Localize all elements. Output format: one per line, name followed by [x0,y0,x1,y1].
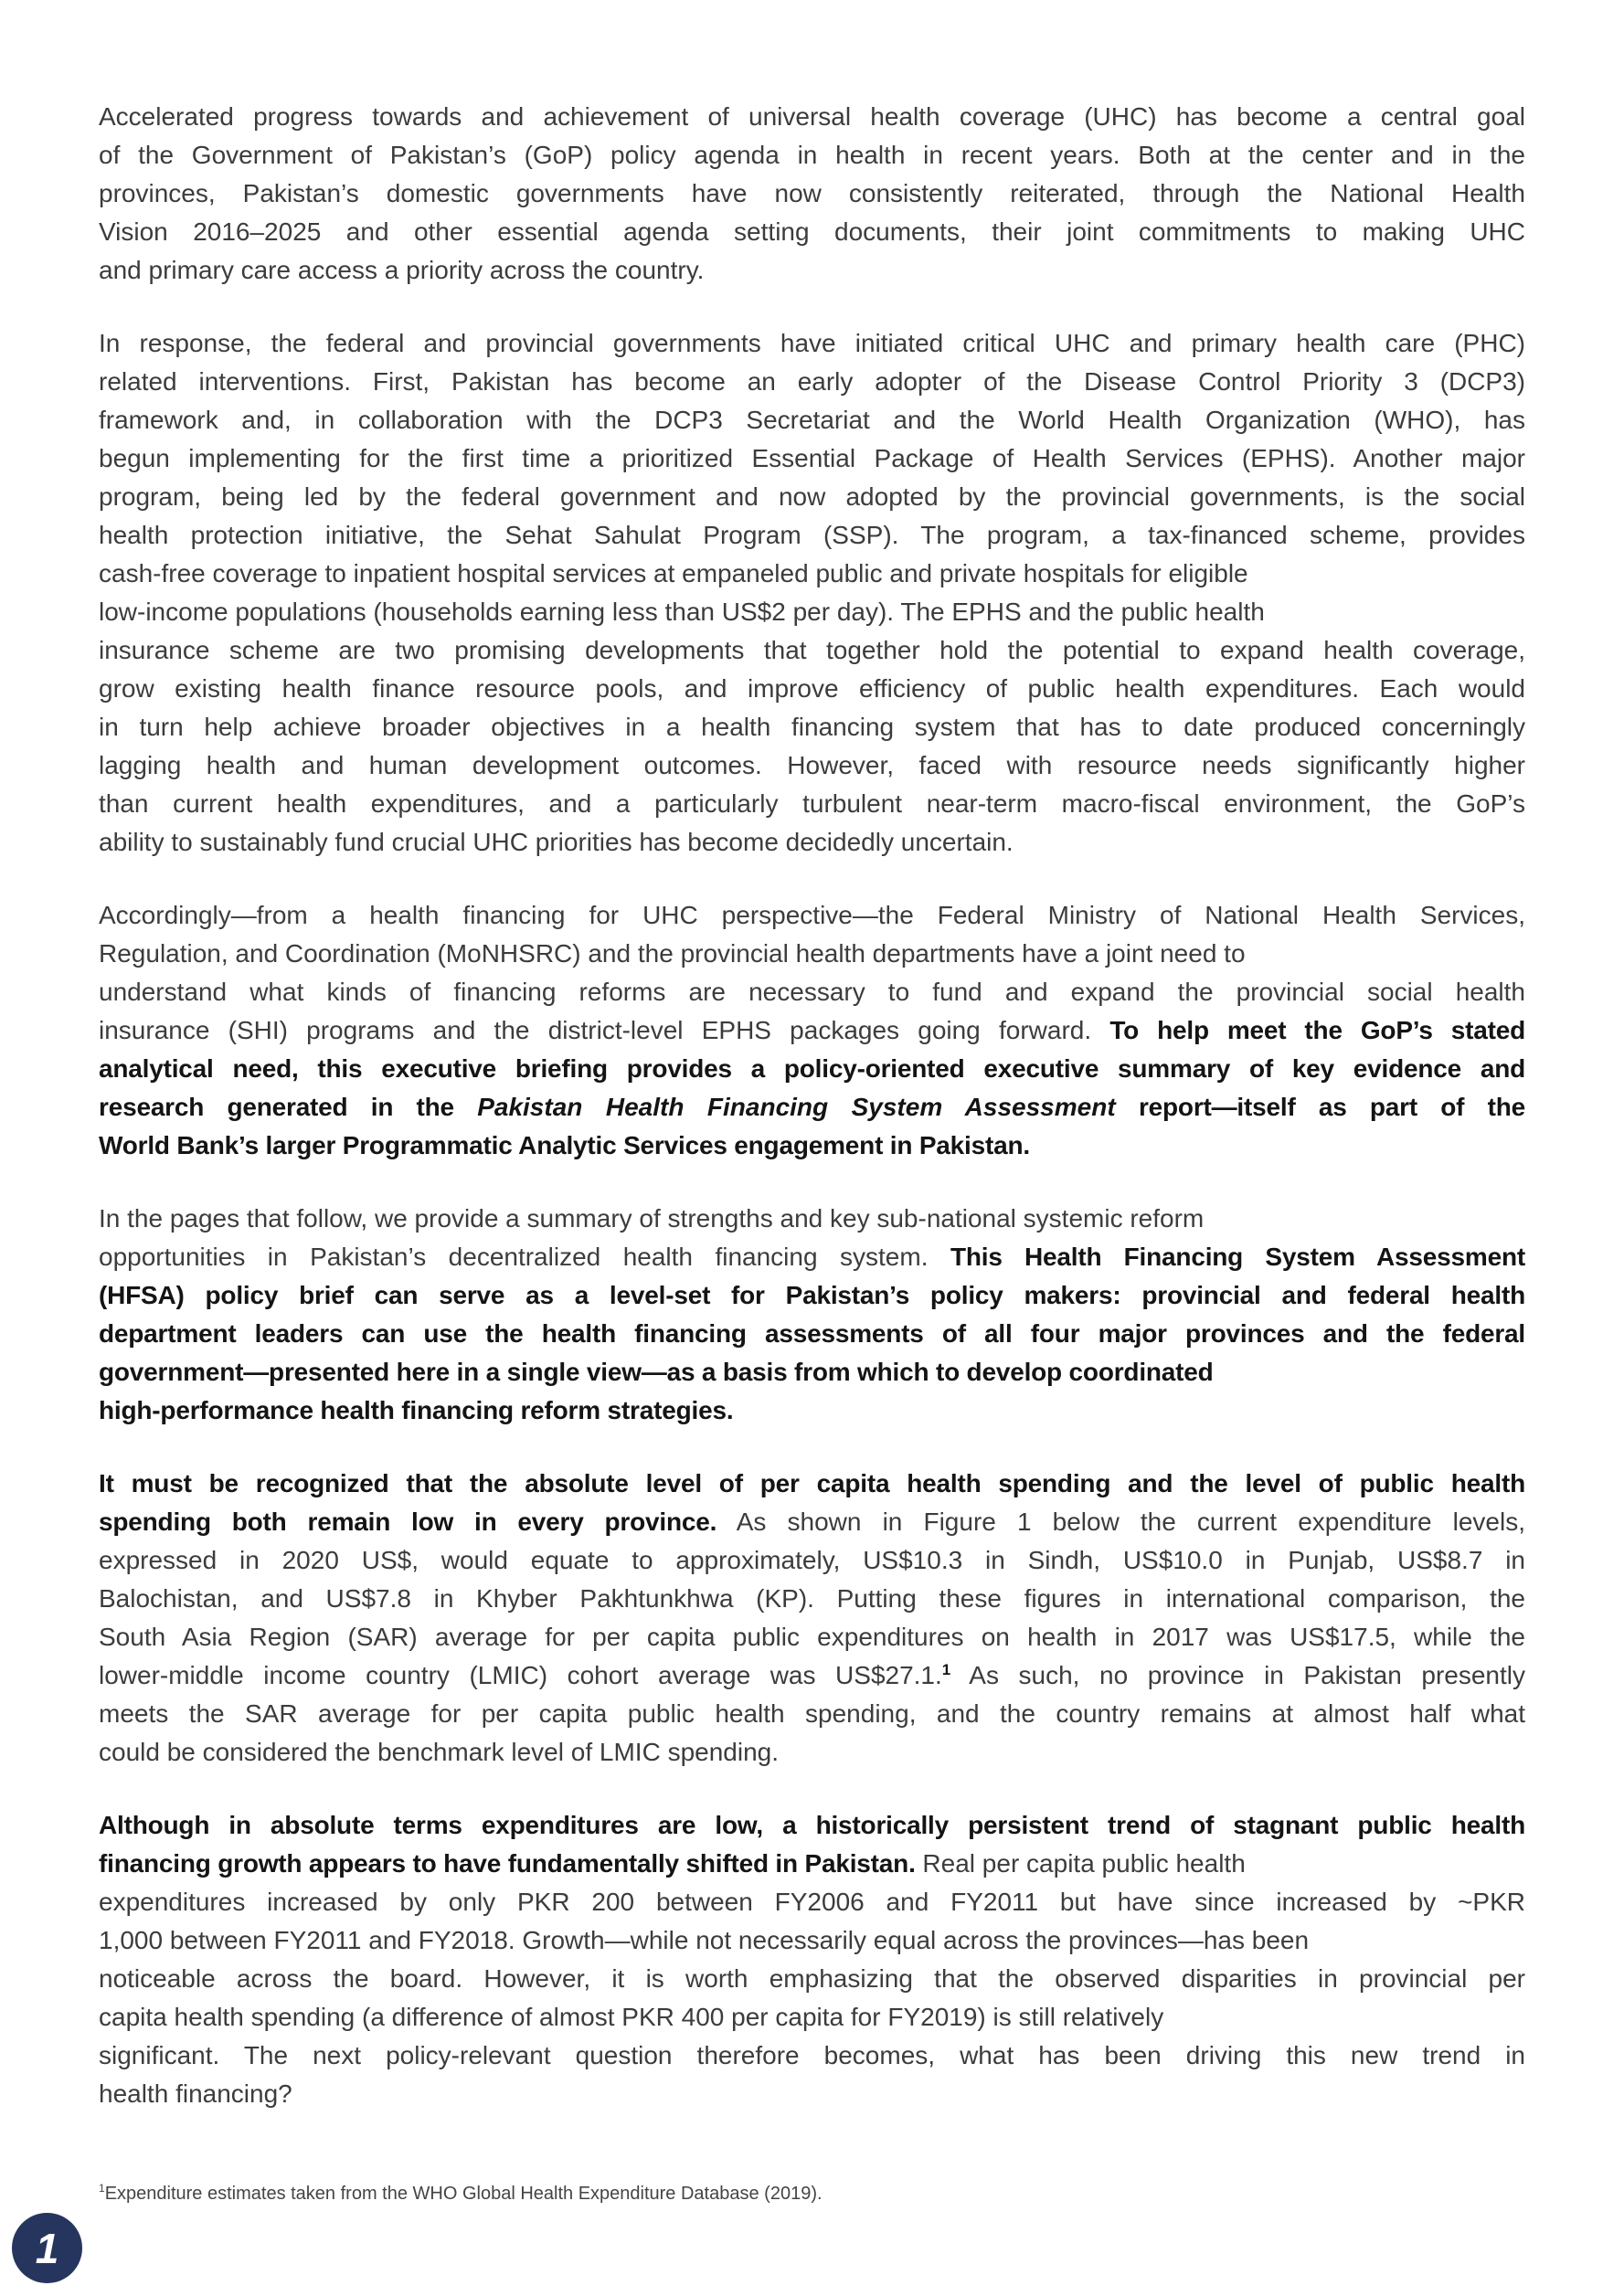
text-line [99,1050,1525,1088]
text-run: insurance (SHI) programs and the district-level EPHS packages going forward. [99,1016,1110,1044]
text-line [99,1127,1525,1165]
emphasis-text-run: To help meet the GoP’s stated [1109,1016,1525,1044]
emphasis-text-run: government—presented here in a single view—as a basis from which to develop coordinated [99,1358,1214,1386]
text-run: program, being led by the federal government and now adopted by the provincial governments, is the social [99,482,1525,511]
text-run: noticeable across the board. However, it is worth emphasizing that the observed disparities in provincial per [99,1964,1525,1993]
text-line [99,363,1525,401]
text-run: grow existing health finance resource pools, and improve efficiency of public health expenditures. Each would [99,674,1525,703]
text-line [99,401,1525,439]
text-run: health financing? [99,2079,292,2108]
paragraph [99,1200,1525,1430]
text-line [99,785,1525,823]
text-run: As shown in Figure 1 below the current expenditure levels, [716,1508,1525,1536]
text-line [99,324,1525,363]
text-line [99,251,1525,290]
text-run: health protection initiative, the Sehat Sahulat Program (SSP). The program, a tax-financed scheme, provides [99,521,1525,549]
emphasis-text-run: spending both remain low in every province. [99,1508,717,1536]
text-run: Accordingly—from a health financing for UHC perspective—the Federal Ministry of National Health Services, [99,901,1525,929]
text-run: 1,000 between FY2011 and FY2018. Growth—while not necessarily equal across the provinces—has been [99,1926,1310,1954]
text-run: Balochistan, and US$7.8 in Khyber Pakhtunkhwa (KP). Putting these figures in international comparison, the [99,1584,1525,1613]
text-run: Vision 2016–2025 and other essential agenda setting documents, their joint commitments to making UHC [99,217,1525,246]
text-line [99,1503,1525,1541]
text-run: Real per capita public health [915,1849,1246,1878]
text-line [99,1088,1525,1127]
text-run: Regulation, and Coordination (MoNHSRC) and the provincial health departments have a joint need to [99,939,1246,968]
text-line [99,1200,1525,1238]
text-line [99,670,1525,708]
text-line [99,175,1525,213]
emphasis-text-run: research generated in the [99,1093,478,1121]
text-run: could be considered the benchmark level of LMIC spending. [99,1738,779,1766]
text-run: of the Government of Pakistan’s (GoP) policy agenda in health in recent years. Both at the center and in the [99,141,1525,169]
emphasis-text-run: analytical need, this executive briefing provides a policy-oriented executive summary of key evidence and [99,1054,1525,1083]
body-text [99,98,1525,2148]
text-line [99,631,1525,670]
emphasis-text-run: report—itself as part of the [1115,1093,1525,1121]
text-run: opportunities in Pakistan’s decentralized health financing system. [99,1243,950,1271]
footnote-text: Expenditure estimates taken from the WHO Global Health Expenditure Database (2019). [104,2184,823,2204]
text-line [99,1465,1525,1503]
text-run: cash-free coverage to inpatient hospital services at empaneled public and private hospitals for eligible [99,559,1248,587]
emphasis-text-run: It must be recognized that the absolute level of per capita health spending and the level of public health [99,1469,1525,1497]
text-run: significant. The next policy-relevant question therefore becomes, what has been driving this new trend in [99,2041,1525,2069]
emphasis-text-run: Although in absolute terms expenditures are low, a historically persistent trend of stagnant public health [99,1811,1525,1839]
text-run: meets the SAR average for per capita public health spending, and the country remains at almost half what [99,1699,1525,1728]
text-run: in turn help achieve broader objectives in a health financing system that has to date produced concerningly [99,713,1525,741]
text-line [99,1618,1525,1656]
text-run: begun implementing for the first time a prioritized Essential Package of Health Services (EPHS). Another major [99,444,1525,472]
text-line [99,1656,1525,1695]
text-run: low-income populations (households earning less than US$2 per day). The EPHS and the public health [99,598,1265,626]
text-line [99,1391,1525,1430]
text-run: As such, no province in Pakistan presently [950,1661,1525,1689]
text-line [99,973,1525,1011]
page-number: 1 [35,2224,59,2272]
text-line [99,1806,1525,1845]
text-line [99,1921,1525,1960]
text-run: insurance scheme are two promising developments that together hold the potential to expand health coverage, [99,636,1525,664]
text-run: lagging health and human development outcomes. However, faced with resource needs significantly higher [99,751,1525,779]
text-line [99,213,1525,251]
report-title-emphasis: Pakistan Health Financing System Assessment [477,1093,1116,1121]
paragraph [99,896,1525,1165]
emphasis-text-run: (HFSA) policy brief can serve as a level-set for Pakistan’s policy makers: provincial and federal health [99,1281,1525,1309]
emphasis-text-run: World Bank’s larger Programmatic Analytic Services engagement in Pakistan. [99,1131,1030,1159]
text-line [99,516,1525,555]
text-line [99,1315,1525,1353]
text-run: Accelerated progress towards and achievement of universal health coverage (UHC) has become a central goal [99,102,1525,131]
text-run: In response, the federal and provincial governments have initiated critical UHC and primary health care (PHC) [99,329,1525,357]
text-line [99,1541,1525,1580]
text-line [99,1845,1525,1883]
text-run: understand what kinds of financing reforms are necessary to fund and expand the provincial social health [99,978,1525,1006]
footnote-marker: 1 [99,2182,105,2195]
emphasis-text-run: department leaders can use the health financing assessments of all four major provinces and the federal [99,1319,1525,1348]
text-run: expenditures increased by only PKR 200 between FY2006 and FY2011 but have since increased by ~PKR [99,1888,1525,1916]
text-line [99,2075,1525,2113]
text-line [99,1883,1525,1921]
paragraph [99,1806,1525,2113]
text-run: capita health spending (a difference of almost PKR 400 per capita for FY2019) is still relatively [99,2003,1164,2031]
footnote-reference: 1 [941,1661,951,1678]
text-run: and primary care access a priority across the country. [99,256,705,284]
text-line [99,136,1525,175]
paragraph [99,1465,1525,1772]
text-line [99,478,1525,516]
text-line [99,98,1525,136]
text-run: expressed in 2020 US$, would equate to approximately, US$10.3 in Sindh, US$10.0 in Punjab, US$8.7 in [99,1546,1525,1574]
emphasis-text-run: high-performance health financing reform strategies. [99,1396,734,1424]
text-line [99,593,1525,631]
page-number-badge [12,2213,82,2283]
emphasis-text-run: financing growth appears to have fundamentally shifted in Pakistan. [99,1849,916,1878]
text-line [99,1960,1525,1998]
text-line [99,746,1525,785]
text-line [99,1353,1525,1391]
text-run: provinces, Pakistan’s domestic governments have now consistently reiterated, through the National Health [99,179,1525,207]
text-run: related interventions. First, Pakistan has become an early adopter of the Disease Control Priority 3 (DCP3) [99,367,1525,396]
text-line [99,1580,1525,1618]
emphasis-text-run: This Health Financing System Assessment [950,1243,1525,1271]
text-line [99,708,1525,746]
text-run: South Asia Region (SAR) average for per capita public expenditures on health in 2017 was US$17.5, while the [99,1623,1525,1651]
text-line [99,1695,1525,1733]
text-run: lower-middle income country (LMIC) cohort average was US$27.1. [99,1661,942,1689]
text-line [99,1238,1525,1276]
text-line [99,1733,1525,1772]
text-line [99,555,1525,593]
text-line [99,1998,1525,2037]
text-run: framework and, in collaboration with the DCP3 Secretariat and the World Health Organization (WHO), has [99,406,1525,434]
text-run: In the pages that follow, we provide a summary of strengths and key sub-national systemic reform [99,1204,1205,1233]
text-line [99,896,1525,935]
text-run: than current health expenditures, and a particularly turbulent near-term macro-fiscal environment, the GoP’s [99,789,1525,818]
text-line [99,1011,1525,1050]
text-run: ability to sustainably fund crucial UHC priorities has become decidedly uncertain. [99,828,1014,856]
text-line [99,439,1525,478]
footnote [99,2182,823,2206]
text-line [99,935,1525,973]
text-line [99,823,1525,862]
paragraph [99,98,1525,290]
text-line [99,1276,1525,1315]
paragraph [99,324,1525,862]
text-line [99,2037,1525,2075]
